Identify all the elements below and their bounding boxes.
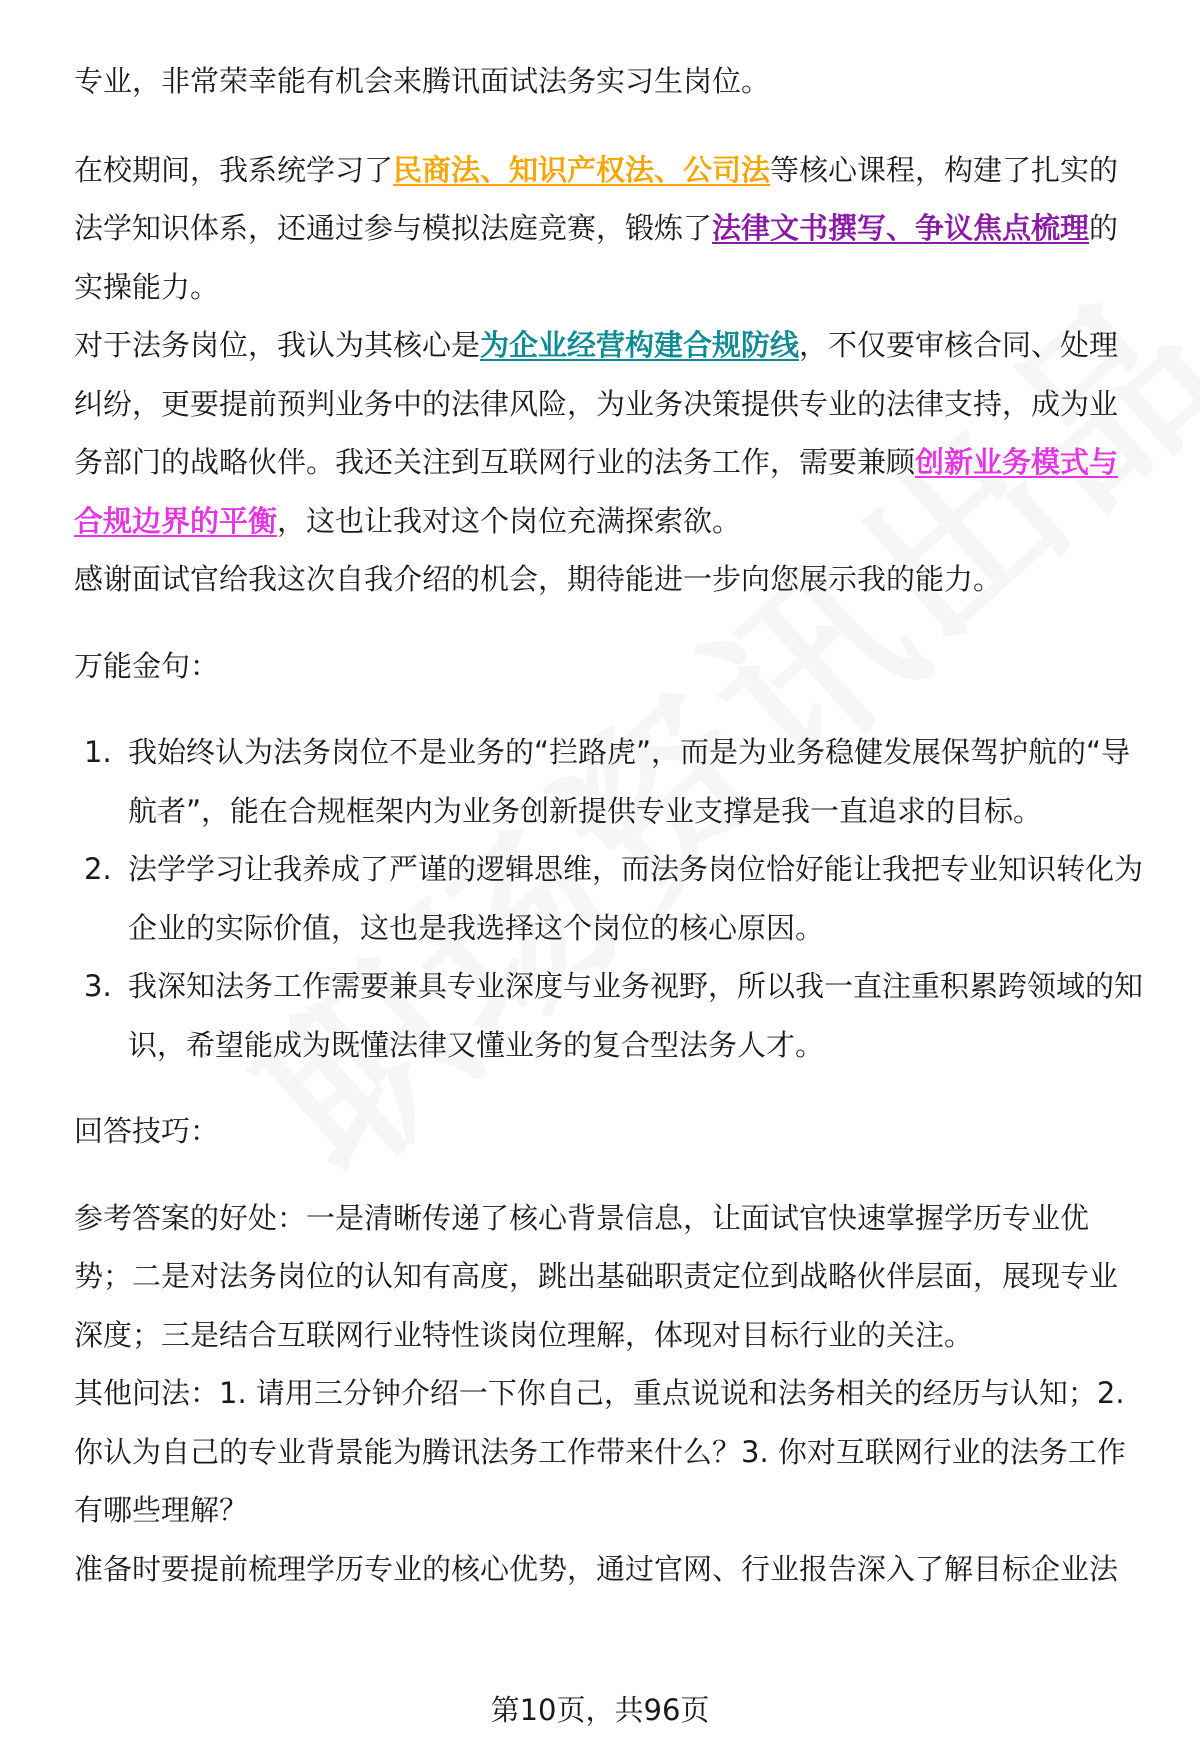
paragraph-role-understanding: 对于法务岗位，我认为其核心是为企业经营构建合规防线，不仅要审核合同、处理纠纷，更要提前预判业务中的法律风险，为业务决策提供专业的法律支持，成为业务部门的战略伙伴。我还关注到互联网行业的法务工作，需要兼顾创新业务模式与合规边界的平衡，这也让我对这个岗位充满探索欲。 bbox=[74, 328, 1119, 538]
highlight-core: 为企业经营构建合规防线 bbox=[480, 328, 800, 362]
paragraph-education: 在校期间，我系统学习了民商法、知识产权法、公司法等核心课程，构建了扎实的法学知识体系，还通过参与模拟法庭竞赛，锻炼了法律文书撰写、争议焦点梳理的实操能力。 bbox=[74, 152, 1119, 304]
paragraph-intro-end: 专业，非常荣幸能有机会来腾讯面试法务实习生岗位。 bbox=[74, 64, 771, 98]
list-item: 3. 我深知法务工作需要兼具专业深度与业务视野，所以我一直注重积累跨领域的知识，希望能成为既懂法律又懂业务的复合型法务人才。 bbox=[84, 969, 1144, 1062]
list-item: 2. 法学学习让我养成了严谨的逻辑思维，而法务岗位恰好能让我把专业知识转化为企业的实际价值，这也是我选择这个岗位的核心原因。 bbox=[84, 852, 1144, 945]
answer-tips-heading: 回答技巧： bbox=[74, 1114, 220, 1148]
golden-sentences-heading: 万能金句： bbox=[74, 648, 220, 683]
paragraph-preparation: 准备时要提前梳理学历专业的核心优势，通过官网、行业报告深入了解目标企业法 bbox=[74, 1551, 1119, 1586]
list-item: 1. 我始终认为法务岗位不是业务的“拦路虎”，而是为业务稳健发展保驾护航的“导航者”，能在合规框架内为业务创新提供专业支撑是我一直追求的目标。 bbox=[84, 735, 1131, 828]
page-number: 第10页，共96页 bbox=[490, 1693, 710, 1727]
highlight-balance: 创新业务模式与合规边界的平衡 bbox=[74, 445, 1119, 538]
highlight-skills: 法律文书撰写、争议焦点梳理 bbox=[712, 211, 1090, 245]
paragraph-answer-benefits: 参考答案的好处：一是清晰传递了核心背景信息，让面试官快速掌握学历专业优势；二是对法务岗位的认知有高度，跳出基础职责定位到战略伙伴层面，展现专业深度；三是结合互联网行业特性谈岗位理解，体现对目标行业的关注。 bbox=[74, 1200, 1119, 1352]
golden-sentences-list bbox=[74, 723, 1144, 1074]
document-body bbox=[74, 52, 1144, 1598]
highlight-courses: 民商法、知识产权法、公司法 bbox=[393, 152, 771, 187]
paragraph-thanks: 感谢面试官给我这次自我介绍的机会，期待能进一步向您展示我的能力。 bbox=[74, 562, 1003, 596]
paragraph-other-questions: 其他问法：1. 请用三分钟介绍一下你自己，重点说说和法务相关的经历与认知；2. 你认为自己的专业背景能为腾讯法务工作带来什么？3. 你对互联网行业的法务工作有哪些理解？ bbox=[74, 1376, 1126, 1527]
